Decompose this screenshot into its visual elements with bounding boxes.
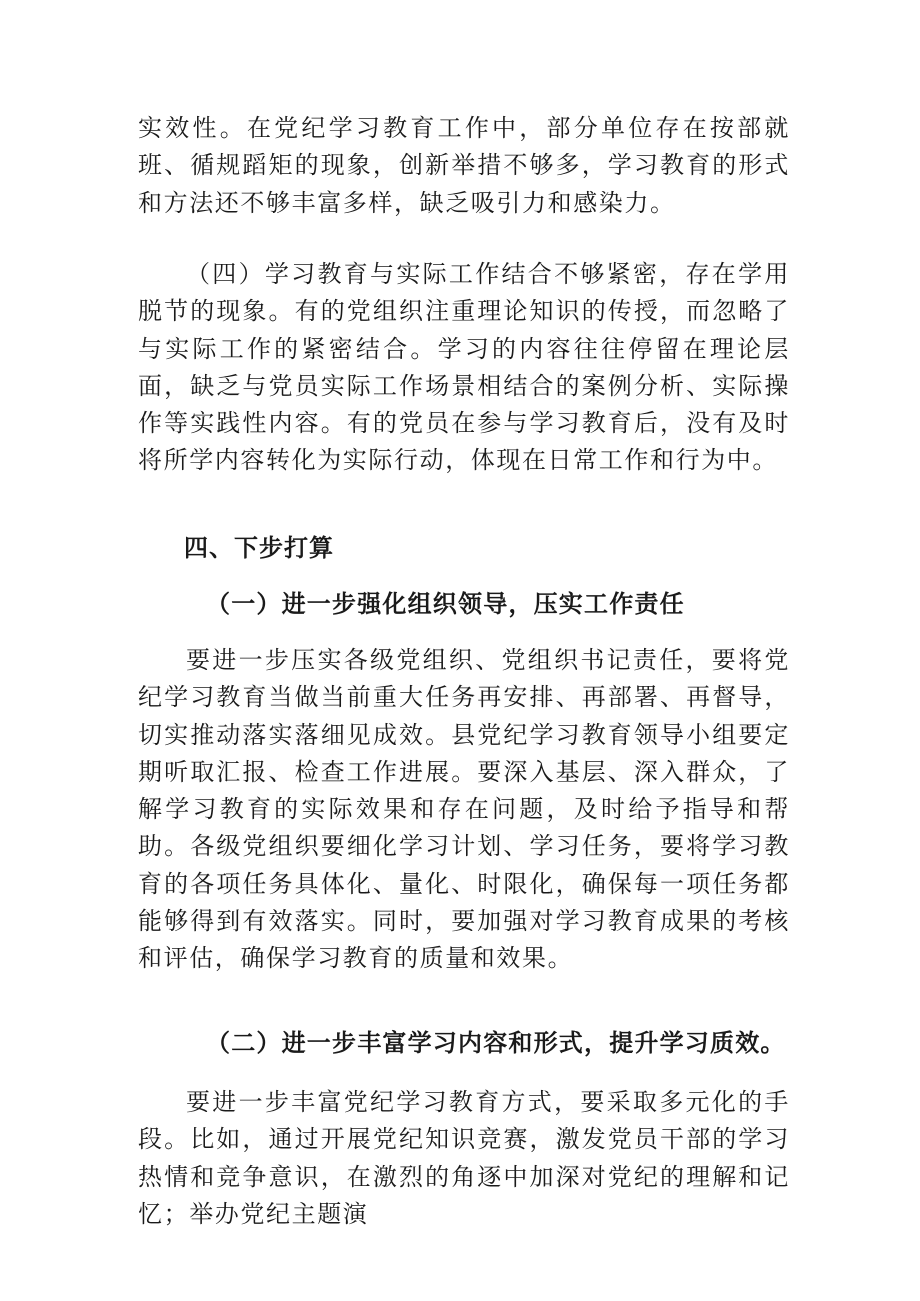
subheading-one: （一）进一步强化组织领导，压实工作责任 xyxy=(206,589,685,618)
section-heading-next-steps: 四、下步打算 xyxy=(184,534,334,562)
paragraph-diversified-methods: 要进一步丰富党纪学习教育方式，要采取多元化的手段。比如，通过开展党纪知识竞赛，激发党员干部的学习热情和竞争意识，在激烈的角逐中加深对党纪的理解和记忆；举办党纪主题演 xyxy=(138,1088,790,1228)
subheading-two: （二）进一步丰富学习内容和形式，提升学习质效。 xyxy=(206,1028,786,1057)
paragraph-leadership: 要进一步压实各级党组织、党组织书记责任，要将党纪学习教育当做当前重大任务再安排、再部署、再督导，切实推动落实落细见成效。县党纪学习教育领导小组要定期听取汇报、检查工作进展。要深入基层、深入群众，了解学习教育的实际效果和存在问题，及时给予指导和帮助。各级党组织要细化学习计划、学习任务，要将学习教育的各项任务具体化、量化、时限化，确保每一项任务都能够得到有效落实。同时，要加强对学习教育成果的考核和评估，确保学习教育的质量和效果。 xyxy=(138,646,790,973)
paragraph-issue-four: （四）学习教育与实际工作结合不够紧密，存在学用脱节的现象。有的党组织注重理论知识的传授，而忽略了与实际工作的紧密结合。学习的内容往往停留在理论层面，缺乏与党员实际工作场景相结合的案例分析、实际操作等实践性内容。有的党员在参与学习教育后，没有及时将所学内容转化为实际行动，体现在日常工作和行为中。 xyxy=(138,260,790,475)
paragraph-effectiveness: 实效性。在党纪学习教育工作中，部分单位存在按部就班、循规蹈矩的现象，创新举措不够多，学习教育的形式和方法还不够丰富多样，缺乏吸引力和感染力。 xyxy=(138,114,790,217)
